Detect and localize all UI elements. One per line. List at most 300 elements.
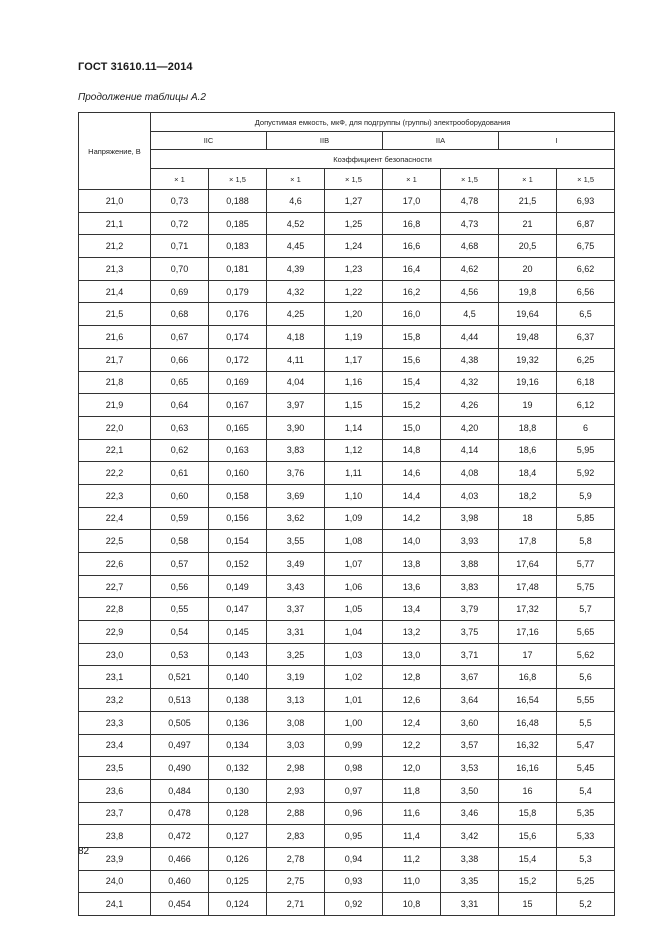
capacity-cell: 0,156 bbox=[209, 507, 267, 530]
capacity-cell: 21 bbox=[499, 212, 557, 235]
voltage-cell: 21,9 bbox=[79, 394, 151, 417]
capacity-cell: 1,23 bbox=[325, 258, 383, 281]
capacity-cell: 6,37 bbox=[557, 326, 615, 349]
capacity-cell: 18 bbox=[499, 507, 557, 530]
capacity-cell: 0,126 bbox=[209, 847, 267, 870]
voltage-cell: 23,5 bbox=[79, 757, 151, 780]
capacity-cell: 6,12 bbox=[557, 394, 615, 417]
capacity-cell: 5,8 bbox=[557, 530, 615, 553]
table-row bbox=[79, 212, 615, 235]
capacity-cell: 6,87 bbox=[557, 212, 615, 235]
table-row bbox=[79, 416, 615, 439]
capacity-cell: 5,77 bbox=[557, 553, 615, 576]
capacity-cell: 3,42 bbox=[441, 825, 499, 848]
voltage-cell: 21,4 bbox=[79, 280, 151, 303]
capacity-cell: 21,5 bbox=[499, 190, 557, 213]
capacity-cell: 20 bbox=[499, 258, 557, 281]
capacity-cell: 0,60 bbox=[151, 484, 209, 507]
capacity-cell: 19,64 bbox=[499, 303, 557, 326]
capacity-cell: 5,95 bbox=[557, 439, 615, 462]
capacity-cell: 4,32 bbox=[441, 371, 499, 394]
capacity-cell: 4,44 bbox=[441, 326, 499, 349]
capacity-cell: 0,163 bbox=[209, 439, 267, 462]
voltage-cell: 23,4 bbox=[79, 734, 151, 757]
capacity-cell: 16,2 bbox=[383, 280, 441, 303]
capacity-cell: 0,127 bbox=[209, 825, 267, 848]
capacity-cell: 17 bbox=[499, 643, 557, 666]
capacity-cell: 5,55 bbox=[557, 689, 615, 712]
capacity-cell: 17,64 bbox=[499, 553, 557, 576]
capacity-cell: 5,62 bbox=[557, 643, 615, 666]
capacity-cell: 14,0 bbox=[383, 530, 441, 553]
voltage-cell: 23,7 bbox=[79, 802, 151, 825]
capacity-cell: 4,11 bbox=[267, 348, 325, 371]
capacity-cell: 4,20 bbox=[441, 416, 499, 439]
capacity-cell: 0,124 bbox=[209, 893, 267, 916]
capacity-cell: 11,0 bbox=[383, 870, 441, 893]
voltage-cell: 24,1 bbox=[79, 893, 151, 916]
capacity-cell: 0,143 bbox=[209, 643, 267, 666]
capacity-cell: 0,140 bbox=[209, 666, 267, 689]
table-row bbox=[79, 802, 615, 825]
capacity-cell: 2,71 bbox=[267, 893, 325, 916]
capacity-cell: 15,4 bbox=[499, 847, 557, 870]
capacity-cell: 6,75 bbox=[557, 235, 615, 258]
capacity-cell: 0,72 bbox=[151, 212, 209, 235]
capacity-cell: 4,6 bbox=[267, 190, 325, 213]
capacity-cell: 13,4 bbox=[383, 598, 441, 621]
capacity-cell: 11,8 bbox=[383, 779, 441, 802]
capacity-cell: 3,37 bbox=[267, 598, 325, 621]
voltage-cell: 22,2 bbox=[79, 462, 151, 485]
capacity-cell: 0,62 bbox=[151, 439, 209, 462]
capacity-cell: 0,65 bbox=[151, 371, 209, 394]
capacity-cell: 0,71 bbox=[151, 235, 209, 258]
capacity-cell: 5,35 bbox=[557, 802, 615, 825]
capacity-cell: 3,35 bbox=[441, 870, 499, 893]
capacity-cell: 17,32 bbox=[499, 598, 557, 621]
table-row bbox=[79, 870, 615, 893]
capacity-cell: 3,19 bbox=[267, 666, 325, 689]
capacity-cell: 13,2 bbox=[383, 621, 441, 644]
capacity-cell: 14,8 bbox=[383, 439, 441, 462]
capacity-cell: 6,93 bbox=[557, 190, 615, 213]
voltage-cell: 21,6 bbox=[79, 326, 151, 349]
capacity-cell: 5,5 bbox=[557, 711, 615, 734]
capacity-cell: 13,6 bbox=[383, 575, 441, 598]
capacity-header: Допустимая емкость, мкФ, для подгруппы (группы) электрооборудования bbox=[151, 113, 615, 132]
capacity-cell: 0,521 bbox=[151, 666, 209, 689]
capacity-cell: 5,9 bbox=[557, 484, 615, 507]
capacity-cell: 16,4 bbox=[383, 258, 441, 281]
capacity-cell: 6,62 bbox=[557, 258, 615, 281]
capacity-cell: 15,8 bbox=[383, 326, 441, 349]
capacity-cell: 19,16 bbox=[499, 371, 557, 394]
capacity-cell: 18,8 bbox=[499, 416, 557, 439]
capacity-cell: 0,93 bbox=[325, 870, 383, 893]
capacity-cell: 4,52 bbox=[267, 212, 325, 235]
capacity-cell: 16,16 bbox=[499, 757, 557, 780]
capacity-cell: 0,147 bbox=[209, 598, 267, 621]
capacity-cell: 15,8 bbox=[499, 802, 557, 825]
capacity-cell: 16,8 bbox=[383, 212, 441, 235]
voltage-cell: 21,8 bbox=[79, 371, 151, 394]
group-header: I bbox=[499, 132, 615, 150]
table-row bbox=[79, 348, 615, 371]
capacity-cell: 0,149 bbox=[209, 575, 267, 598]
capacity-cell: 1,03 bbox=[325, 643, 383, 666]
capacity-cell: 4,18 bbox=[267, 326, 325, 349]
capacity-cell: 16,6 bbox=[383, 235, 441, 258]
capacity-cell: 3,93 bbox=[441, 530, 499, 553]
voltage-cell: 23,3 bbox=[79, 711, 151, 734]
capacity-cell: 0,176 bbox=[209, 303, 267, 326]
capacity-cell: 12,0 bbox=[383, 757, 441, 780]
capacity-cell: 0,53 bbox=[151, 643, 209, 666]
capacity-cell: 11,6 bbox=[383, 802, 441, 825]
capacity-cell: 16,54 bbox=[499, 689, 557, 712]
capacity-cell: 12,4 bbox=[383, 711, 441, 734]
standard-designation: ГОСТ 31610.11—2014 bbox=[78, 61, 193, 73]
table-row bbox=[79, 643, 615, 666]
capacity-cell: 3,38 bbox=[441, 847, 499, 870]
voltage-cell: 23,2 bbox=[79, 689, 151, 712]
capacity-cell: 4,39 bbox=[267, 258, 325, 281]
voltage-cell: 23,1 bbox=[79, 666, 151, 689]
capacity-cell: 0,55 bbox=[151, 598, 209, 621]
capacity-cell: 0,64 bbox=[151, 394, 209, 417]
table-row bbox=[79, 893, 615, 916]
capacity-cell: 5,75 bbox=[557, 575, 615, 598]
voltage-cell: 22,6 bbox=[79, 553, 151, 576]
capacity-cell: 3,43 bbox=[267, 575, 325, 598]
capacity-cell: 3,31 bbox=[267, 621, 325, 644]
capacity-cell: 0,56 bbox=[151, 575, 209, 598]
capacity-cell: 4,56 bbox=[441, 280, 499, 303]
capacity-cell: 3,03 bbox=[267, 734, 325, 757]
capacity-cell: 16,32 bbox=[499, 734, 557, 757]
capacity-cell: 16,48 bbox=[499, 711, 557, 734]
capacity-cell: 0,99 bbox=[325, 734, 383, 757]
factor-header: × 1 bbox=[267, 169, 325, 190]
capacity-cell: 0,68 bbox=[151, 303, 209, 326]
capacity-cell: 0,70 bbox=[151, 258, 209, 281]
capacity-cell: 14,2 bbox=[383, 507, 441, 530]
capacity-cell: 0,167 bbox=[209, 394, 267, 417]
capacity-cell: 4,03 bbox=[441, 484, 499, 507]
capacity-cell: 4,5 bbox=[441, 303, 499, 326]
capacity-cell: 3,46 bbox=[441, 802, 499, 825]
table-row bbox=[79, 666, 615, 689]
capacity-cell: 2,78 bbox=[267, 847, 325, 870]
capacity-cell: 0,505 bbox=[151, 711, 209, 734]
capacity-cell: 0,125 bbox=[209, 870, 267, 893]
capacity-cell: 3,76 bbox=[267, 462, 325, 485]
capacity-cell: 4,32 bbox=[267, 280, 325, 303]
capacity-cell: 4,04 bbox=[267, 371, 325, 394]
capacity-cell: 5,85 bbox=[557, 507, 615, 530]
table-row bbox=[79, 462, 615, 485]
capacity-cell: 1,04 bbox=[325, 621, 383, 644]
capacity-cell: 12,8 bbox=[383, 666, 441, 689]
capacity-cell: 4,68 bbox=[441, 235, 499, 258]
capacity-cell: 5,92 bbox=[557, 462, 615, 485]
capacity-cell: 20,5 bbox=[499, 235, 557, 258]
table-row bbox=[79, 757, 615, 780]
capacity-cell: 5,65 bbox=[557, 621, 615, 644]
capacity-cell: 0,59 bbox=[151, 507, 209, 530]
factor-header: × 1 bbox=[499, 169, 557, 190]
capacity-cell: 16 bbox=[499, 779, 557, 802]
capacity-cell: 0,165 bbox=[209, 416, 267, 439]
capacity-cell: 3,55 bbox=[267, 530, 325, 553]
capacity-cell: 19,48 bbox=[499, 326, 557, 349]
capacity-cell: 12,2 bbox=[383, 734, 441, 757]
capacity-cell: 0,58 bbox=[151, 530, 209, 553]
capacity-cell: 3,49 bbox=[267, 553, 325, 576]
capacity-cell: 3,90 bbox=[267, 416, 325, 439]
capacity-cell: 14,6 bbox=[383, 462, 441, 485]
capacity-cell: 6,56 bbox=[557, 280, 615, 303]
capacity-cell: 15,6 bbox=[383, 348, 441, 371]
capacity-cell: 0,128 bbox=[209, 802, 267, 825]
capacity-cell: 3,64 bbox=[441, 689, 499, 712]
voltage-cell: 21,5 bbox=[79, 303, 151, 326]
table-row bbox=[79, 553, 615, 576]
capacity-cell: 4,08 bbox=[441, 462, 499, 485]
factor-header: × 1,5 bbox=[441, 169, 499, 190]
capacity-cell: 0,466 bbox=[151, 847, 209, 870]
capacity-cell: 1,15 bbox=[325, 394, 383, 417]
capacity-cell: 0,188 bbox=[209, 190, 267, 213]
capacity-cell: 4,62 bbox=[441, 258, 499, 281]
capacity-cell: 0,460 bbox=[151, 870, 209, 893]
capacity-cell: 18,2 bbox=[499, 484, 557, 507]
capacity-cell: 16,0 bbox=[383, 303, 441, 326]
capacity-cell: 0,154 bbox=[209, 530, 267, 553]
voltage-cell: 21,3 bbox=[79, 258, 151, 281]
capacity-cell: 12,6 bbox=[383, 689, 441, 712]
table-row bbox=[79, 484, 615, 507]
voltage-cell: 21,2 bbox=[79, 235, 151, 258]
voltage-cell: 22,7 bbox=[79, 575, 151, 598]
capacity-cell: 2,83 bbox=[267, 825, 325, 848]
capacity-cell: 19 bbox=[499, 394, 557, 417]
capacity-cell: 17,48 bbox=[499, 575, 557, 598]
capacity-cell: 15,0 bbox=[383, 416, 441, 439]
capacity-cell: 0,97 bbox=[325, 779, 383, 802]
capacity-cell: 15 bbox=[499, 893, 557, 916]
voltage-cell: 23,9 bbox=[79, 847, 151, 870]
capacity-cell: 0,172 bbox=[209, 348, 267, 371]
table-row bbox=[79, 303, 615, 326]
factor-header: × 1 bbox=[383, 169, 441, 190]
capacity-cell: 1,01 bbox=[325, 689, 383, 712]
capacity-cell: 4,26 bbox=[441, 394, 499, 417]
voltage-cell: 22,4 bbox=[79, 507, 151, 530]
capacity-cell: 0,478 bbox=[151, 802, 209, 825]
table-row bbox=[79, 235, 615, 258]
capacity-cell: 11,2 bbox=[383, 847, 441, 870]
capacity-cell: 15,2 bbox=[383, 394, 441, 417]
capacity-cell: 3,67 bbox=[441, 666, 499, 689]
capacity-cell: 4,73 bbox=[441, 212, 499, 235]
capacity-cell: 6,5 bbox=[557, 303, 615, 326]
capacity-cell: 0,98 bbox=[325, 757, 383, 780]
capacity-cell: 0,67 bbox=[151, 326, 209, 349]
capacity-cell: 18,6 bbox=[499, 439, 557, 462]
capacity-cell: 1,11 bbox=[325, 462, 383, 485]
capacity-cell: 0,513 bbox=[151, 689, 209, 712]
voltage-cell: 22,5 bbox=[79, 530, 151, 553]
capacity-cell: 3,88 bbox=[441, 553, 499, 576]
capacity-cell: 5,45 bbox=[557, 757, 615, 780]
table-row bbox=[79, 326, 615, 349]
capacity-cell: 13,8 bbox=[383, 553, 441, 576]
capacity-cell: 0,181 bbox=[209, 258, 267, 281]
table-row bbox=[79, 530, 615, 553]
capacity-cell: 0,179 bbox=[209, 280, 267, 303]
capacity-cell: 11,4 bbox=[383, 825, 441, 848]
capacity-cell: 6,18 bbox=[557, 371, 615, 394]
capacity-cell: 3,75 bbox=[441, 621, 499, 644]
table-row bbox=[79, 825, 615, 848]
capacity-cell: 4,45 bbox=[267, 235, 325, 258]
capacity-cell: 0,130 bbox=[209, 779, 267, 802]
page-number: 82 bbox=[78, 846, 90, 857]
capacity-cell: 3,60 bbox=[441, 711, 499, 734]
capacity-cell: 1,10 bbox=[325, 484, 383, 507]
capacity-cell: 10,8 bbox=[383, 893, 441, 916]
capacity-cell: 4,25 bbox=[267, 303, 325, 326]
capacity-cell: 1,27 bbox=[325, 190, 383, 213]
capacity-cell: 2,93 bbox=[267, 779, 325, 802]
capacity-cell: 3,83 bbox=[441, 575, 499, 598]
voltage-column-header: Напряжение, В bbox=[79, 113, 151, 190]
voltage-cell: 21,7 bbox=[79, 348, 151, 371]
group-header: IIC bbox=[151, 132, 267, 150]
capacity-cell: 4,14 bbox=[441, 439, 499, 462]
capacity-cell: 0,484 bbox=[151, 779, 209, 802]
capacity-cell: 2,88 bbox=[267, 802, 325, 825]
capacity-cell: 6,25 bbox=[557, 348, 615, 371]
capacity-cell: 2,75 bbox=[267, 870, 325, 893]
capacity-cell: 3,79 bbox=[441, 598, 499, 621]
capacity-cell: 0,454 bbox=[151, 893, 209, 916]
capacity-cell: 0,152 bbox=[209, 553, 267, 576]
capacity-cell: 15,6 bbox=[499, 825, 557, 848]
capacity-cell: 3,31 bbox=[441, 893, 499, 916]
capacity-cell: 1,16 bbox=[325, 371, 383, 394]
capacity-cell: 0,169 bbox=[209, 371, 267, 394]
table-body bbox=[79, 190, 615, 916]
capacity-cell: 0,158 bbox=[209, 484, 267, 507]
capacity-cell: 1,12 bbox=[325, 439, 383, 462]
capacity-cell: 0,61 bbox=[151, 462, 209, 485]
capacity-cell: 17,16 bbox=[499, 621, 557, 644]
capacity-cell: 17,8 bbox=[499, 530, 557, 553]
capacity-cell: 3,71 bbox=[441, 643, 499, 666]
capacity-cell: 3,97 bbox=[267, 394, 325, 417]
capacity-cell: 1,25 bbox=[325, 212, 383, 235]
capacity-cell: 0,160 bbox=[209, 462, 267, 485]
capacity-cell: 0,145 bbox=[209, 621, 267, 644]
capacity-cell: 1,07 bbox=[325, 553, 383, 576]
capacity-cell: 3,50 bbox=[441, 779, 499, 802]
voltage-cell: 22,0 bbox=[79, 416, 151, 439]
capacity-cell: 5,25 bbox=[557, 870, 615, 893]
capacity-cell: 19,8 bbox=[499, 280, 557, 303]
voltage-cell: 22,9 bbox=[79, 621, 151, 644]
capacity-cell: 0,92 bbox=[325, 893, 383, 916]
capacity-cell: 0,94 bbox=[325, 847, 383, 870]
capacity-cell: 3,25 bbox=[267, 643, 325, 666]
capacity-cell: 1,14 bbox=[325, 416, 383, 439]
factor-header: × 1,5 bbox=[209, 169, 267, 190]
capacity-cell: 0,134 bbox=[209, 734, 267, 757]
table-row bbox=[79, 621, 615, 644]
capacity-cell: 5,4 bbox=[557, 779, 615, 802]
capacity-cell: 19,32 bbox=[499, 348, 557, 371]
capacity-cell: 3,57 bbox=[441, 734, 499, 757]
capacity-cell: 0,54 bbox=[151, 621, 209, 644]
voltage-cell: 22,1 bbox=[79, 439, 151, 462]
factor-header: × 1 bbox=[151, 169, 209, 190]
capacity-cell: 0,174 bbox=[209, 326, 267, 349]
capacity-cell: 4,78 bbox=[441, 190, 499, 213]
capacity-cell: 16,8 bbox=[499, 666, 557, 689]
capacity-cell: 18,4 bbox=[499, 462, 557, 485]
group-header: IIB bbox=[267, 132, 383, 150]
table-row bbox=[79, 689, 615, 712]
voltage-cell: 21,0 bbox=[79, 190, 151, 213]
capacity-cell: 1,00 bbox=[325, 711, 383, 734]
capacity-cell: 5,3 bbox=[557, 847, 615, 870]
table-row bbox=[79, 847, 615, 870]
capacity-cell: 15,2 bbox=[499, 870, 557, 893]
capacity-cell: 1,17 bbox=[325, 348, 383, 371]
capacity-cell: 2,98 bbox=[267, 757, 325, 780]
capacity-cell: 0,69 bbox=[151, 280, 209, 303]
table-row bbox=[79, 371, 615, 394]
capacity-cell: 15,4 bbox=[383, 371, 441, 394]
capacity-cell: 1,05 bbox=[325, 598, 383, 621]
capacity-cell: 3,98 bbox=[441, 507, 499, 530]
capacitance-table bbox=[78, 112, 615, 916]
capacity-cell: 5,7 bbox=[557, 598, 615, 621]
table-row bbox=[79, 598, 615, 621]
table-row bbox=[79, 734, 615, 757]
capacity-cell: 0,57 bbox=[151, 553, 209, 576]
capacity-cell: 13,0 bbox=[383, 643, 441, 666]
capacity-cell: 0,132 bbox=[209, 757, 267, 780]
capacity-cell: 0,497 bbox=[151, 734, 209, 757]
table-row bbox=[79, 507, 615, 530]
table-row bbox=[79, 711, 615, 734]
capacity-cell: 1,06 bbox=[325, 575, 383, 598]
factor-header: × 1,5 bbox=[325, 169, 383, 190]
capacity-cell: 1,24 bbox=[325, 235, 383, 258]
table-row bbox=[79, 190, 615, 213]
table-row bbox=[79, 258, 615, 281]
group-header: IIA bbox=[383, 132, 499, 150]
table-row bbox=[79, 394, 615, 417]
capacity-cell: 1,08 bbox=[325, 530, 383, 553]
capacity-cell: 0,63 bbox=[151, 416, 209, 439]
capacity-cell: 6 bbox=[557, 416, 615, 439]
capacity-cell: 3,62 bbox=[267, 507, 325, 530]
capacity-cell: 0,472 bbox=[151, 825, 209, 848]
